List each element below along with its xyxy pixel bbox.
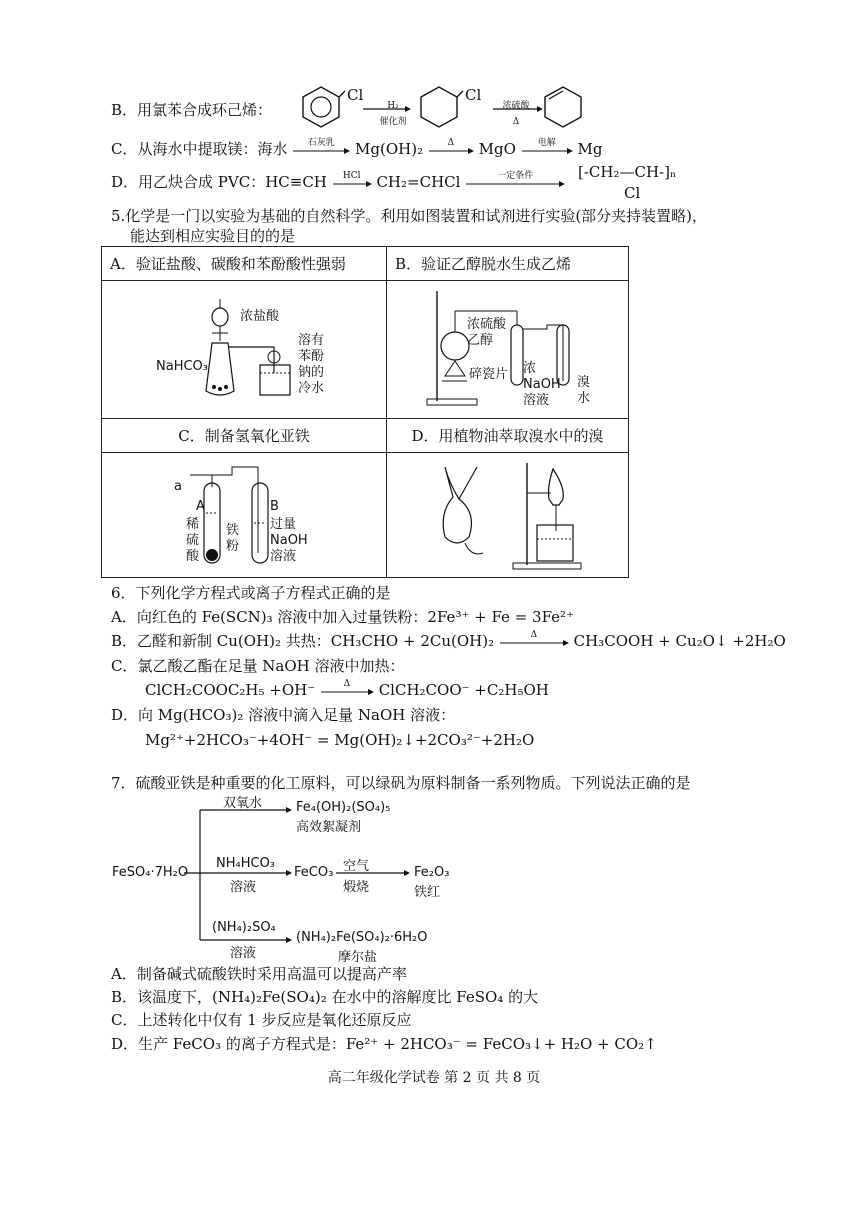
apparatus-c-drawing bbox=[102, 453, 378, 577]
q6-c-arrow-label: Δ bbox=[343, 679, 351, 689]
apparatus-d-drawing bbox=[387, 453, 637, 577]
q4-b-arrow2-bottom: Δ bbox=[512, 117, 520, 127]
q4-c-arrow3 bbox=[521, 140, 573, 160]
q4-b-scheme bbox=[283, 85, 583, 133]
q4-b-arrow1-top: H₂ bbox=[387, 101, 399, 111]
q5-cell-d-title: D．用植物油萃取溴水中的溴 bbox=[387, 419, 629, 453]
q7-r2-mid: FeCO₃ bbox=[294, 865, 334, 880]
label-c-solution: 溶液 bbox=[270, 549, 297, 564]
q5-stem-line1: 5.化学是一门以实验为基础的自然科学。利用如图装置和试剂进行实验(部分夹持装置略)， bbox=[111, 207, 708, 225]
q7-r1-name: 高效絮凝剂 bbox=[296, 820, 362, 835]
q4-d-start: D．用乙炔合成 PVC：HC≡CH bbox=[111, 173, 327, 191]
q6-option-a: A．向红色的 Fe(SCN)₃ 溶液中加入过量铁粉：2Fe³⁺ + Fe = 3Fe²⁺ bbox=[111, 608, 574, 626]
q6-option-d: D．向 Mg(HCO₃)₂ 溶液中滴入足量 NaOH 溶液： bbox=[111, 706, 456, 724]
q4-option-b bbox=[111, 100, 272, 120]
q6-b-right: CH₃COOH + Cu₂O↓ +2H₂O bbox=[573, 632, 786, 650]
q4-b-cl2: Cl bbox=[465, 86, 482, 104]
label-c-naoh: NaOH bbox=[270, 533, 308, 548]
q7-r3-reagent2: 溶液 bbox=[230, 946, 257, 961]
q6-b-arrow bbox=[499, 632, 569, 652]
q4-option-d bbox=[111, 172, 565, 193]
q6-stem: 6．下列化学方程式或离子方程式正确的是 bbox=[111, 584, 391, 602]
q4-option-c bbox=[111, 139, 602, 160]
label-c-excess: 过量 bbox=[270, 517, 297, 532]
label-b-porcelain: 碎瓷片 bbox=[469, 367, 509, 382]
q5-cell-a-title: A．验证盐酸、碳酸和苯酚酸性强弱 bbox=[102, 247, 387, 281]
q6-b-arrow-label: Δ bbox=[530, 630, 538, 640]
q7-option-d: D．生产 FeCO₃ 的离子方程式是：Fe²⁺ + 2HCO₃⁻ = FeCO₃↓+ H₂O + CO₂↑ bbox=[111, 1035, 657, 1053]
q7-r2-reagent2: 溶液 bbox=[230, 880, 257, 895]
q7-r2-arrow-bottom: 煅烧 bbox=[343, 880, 370, 895]
label-b-conc: 浓 bbox=[523, 361, 537, 376]
q4-c-mg: Mg bbox=[577, 140, 603, 158]
apparatus-a-drawing bbox=[102, 281, 378, 418]
q4-d-pvc: [-CH₂—CH-]ₙ bbox=[578, 163, 677, 181]
label-c-acid: 酸 bbox=[186, 549, 200, 564]
q7-r3-reagent: (NH₄)₂SO₄ bbox=[212, 920, 276, 935]
q4-d-pvc-cl: Cl bbox=[624, 184, 641, 202]
q4-option-b-text: B．用氯苯合成环己烯： bbox=[111, 101, 273, 119]
q7-r3-name: 摩尔盐 bbox=[338, 950, 378, 965]
label-b-naoh: NaOH bbox=[523, 377, 561, 392]
q4-d-arrow1-label: HCl bbox=[342, 171, 361, 181]
label-c-B: B bbox=[270, 499, 279, 514]
q7-start: FeSO₄·7H₂O bbox=[112, 865, 189, 880]
q5-cell-b-figure bbox=[387, 281, 629, 419]
q7-r2-product: Fe₂O₃ bbox=[414, 865, 450, 880]
q4-d-arrow2-label: 一定条件 bbox=[497, 171, 534, 181]
q7-option-a: A．制备碱式硫酸铁时采用高温可以提高产率 bbox=[111, 965, 407, 983]
q5-cell-d-figure bbox=[387, 453, 629, 578]
q4-d-arrow1 bbox=[332, 173, 372, 193]
q7-stem: 7．硫酸亚铁是种重要的化工原料，可以绿矾为原料制备一系列物质。下列说法正确的是 bbox=[111, 774, 691, 792]
label-c-sulfuric: 硫 bbox=[186, 533, 200, 548]
q4-c-mgo: MgO bbox=[478, 140, 516, 158]
label-a-cold-water: 冷水 bbox=[298, 381, 325, 396]
q5-experiment-table bbox=[101, 246, 629, 578]
q4-c-arrow1 bbox=[292, 140, 350, 160]
q4-d-vinyl-chloride: CH₂=CHCl bbox=[376, 173, 461, 191]
label-b-water: 水 bbox=[577, 391, 591, 406]
q4-c-arrow2 bbox=[428, 140, 474, 160]
q4-c-arrow1-label: 石灰乳 bbox=[307, 138, 335, 148]
label-b-ethanol: 乙醇 bbox=[467, 333, 494, 348]
q7-r2-reagent: NH₄HCO₃ bbox=[216, 856, 276, 871]
q7-r1-product: Fe₄(OH)₂(SO₄)₅ bbox=[296, 800, 391, 815]
q5-stem-line2: 能达到相应实验目的的是 bbox=[130, 227, 296, 245]
q7-r3-product: (NH₄)₂Fe(SO₄)₂·6H₂O bbox=[296, 930, 428, 945]
q5-cell-a-figure bbox=[102, 281, 387, 419]
apparatus-b-drawing bbox=[387, 281, 637, 418]
q4-b-arrow1-bottom: 催化剂 bbox=[379, 117, 407, 127]
q6-b-left: B．乙醛和新制 Cu(OH)₂ 共热：CH₃CHO + 2Cu(OH)₂ bbox=[111, 632, 495, 650]
q6-c-left: ClCH₂COOC₂H₅ +OH⁻ bbox=[145, 681, 316, 699]
label-c-a: a bbox=[174, 479, 182, 494]
label-a-dissolved: 溶有 bbox=[298, 333, 325, 348]
q6-c-right: ClCH₂COO⁻ +C₂H₅OH bbox=[378, 681, 549, 699]
q7-r2-arrow-top: 空气 bbox=[343, 859, 370, 874]
label-a-sodium: 钠的 bbox=[298, 365, 325, 380]
label-b-conc-h2so4: 浓硫酸 bbox=[467, 317, 507, 332]
q4-b-arrow2-top: 浓硫酸 bbox=[502, 101, 530, 111]
q4-b-cl1: Cl bbox=[347, 86, 364, 104]
label-conc-hcl: 浓盐酸 bbox=[240, 309, 280, 324]
q4-c-start: C．从海水中提取镁：海水 bbox=[111, 140, 288, 158]
label-nahco3: NaHCO₃ bbox=[156, 359, 208, 374]
q6-d-equation: Mg²⁺+2HCO₃⁻+4OH⁻ = Mg(OH)₂↓+2CO₃²⁻+2H₂O bbox=[145, 731, 535, 749]
label-c-dilute: 稀 bbox=[186, 517, 200, 532]
q4-d-arrow2 bbox=[465, 173, 565, 193]
q7-option-c: C．上述转化中仅有 1 步反应是氧化还原反应 bbox=[111, 1011, 412, 1029]
q4-c-arrow3-label: 电解 bbox=[537, 138, 556, 148]
q6-c-arrow bbox=[320, 681, 374, 701]
q7-r1-reagent: 双氧水 bbox=[223, 796, 263, 811]
label-c-A: A bbox=[196, 499, 205, 514]
label-c-powder: 粉 bbox=[226, 539, 240, 554]
label-b-solution: 溶液 bbox=[523, 393, 550, 408]
q4-c-mgoh2: Mg(OH)₂ bbox=[355, 140, 424, 158]
q7-r2-name: 铁红 bbox=[414, 885, 441, 900]
q5-cell-c-title: C．制备氢氧化亚铁 bbox=[102, 419, 387, 453]
q6-option-c: C．氯乙酸乙酯在足量 NaOH 溶液中加热： bbox=[111, 657, 405, 675]
q4-c-arrow2-label: Δ bbox=[447, 138, 455, 148]
q5-cell-b-title: B．验证乙醇脱水生成乙烯 bbox=[387, 247, 629, 281]
q5-cell-c-figure bbox=[102, 453, 387, 578]
label-b-bromine: 溴 bbox=[577, 375, 591, 390]
page-footer: 高二年级化学试卷 第 2 页 共 8 页 bbox=[327, 1070, 541, 1086]
q6-c-equation bbox=[145, 680, 549, 701]
label-c-iron: 铁 bbox=[226, 523, 240, 538]
label-a-phenol: 苯酚 bbox=[298, 349, 325, 364]
q6-option-b bbox=[111, 631, 786, 652]
q7-option-b: B．该温度下，(NH₄)₂Fe(SO₄)₂ 在水中的溶解度比 FeSO₄ 的大 bbox=[111, 988, 539, 1006]
